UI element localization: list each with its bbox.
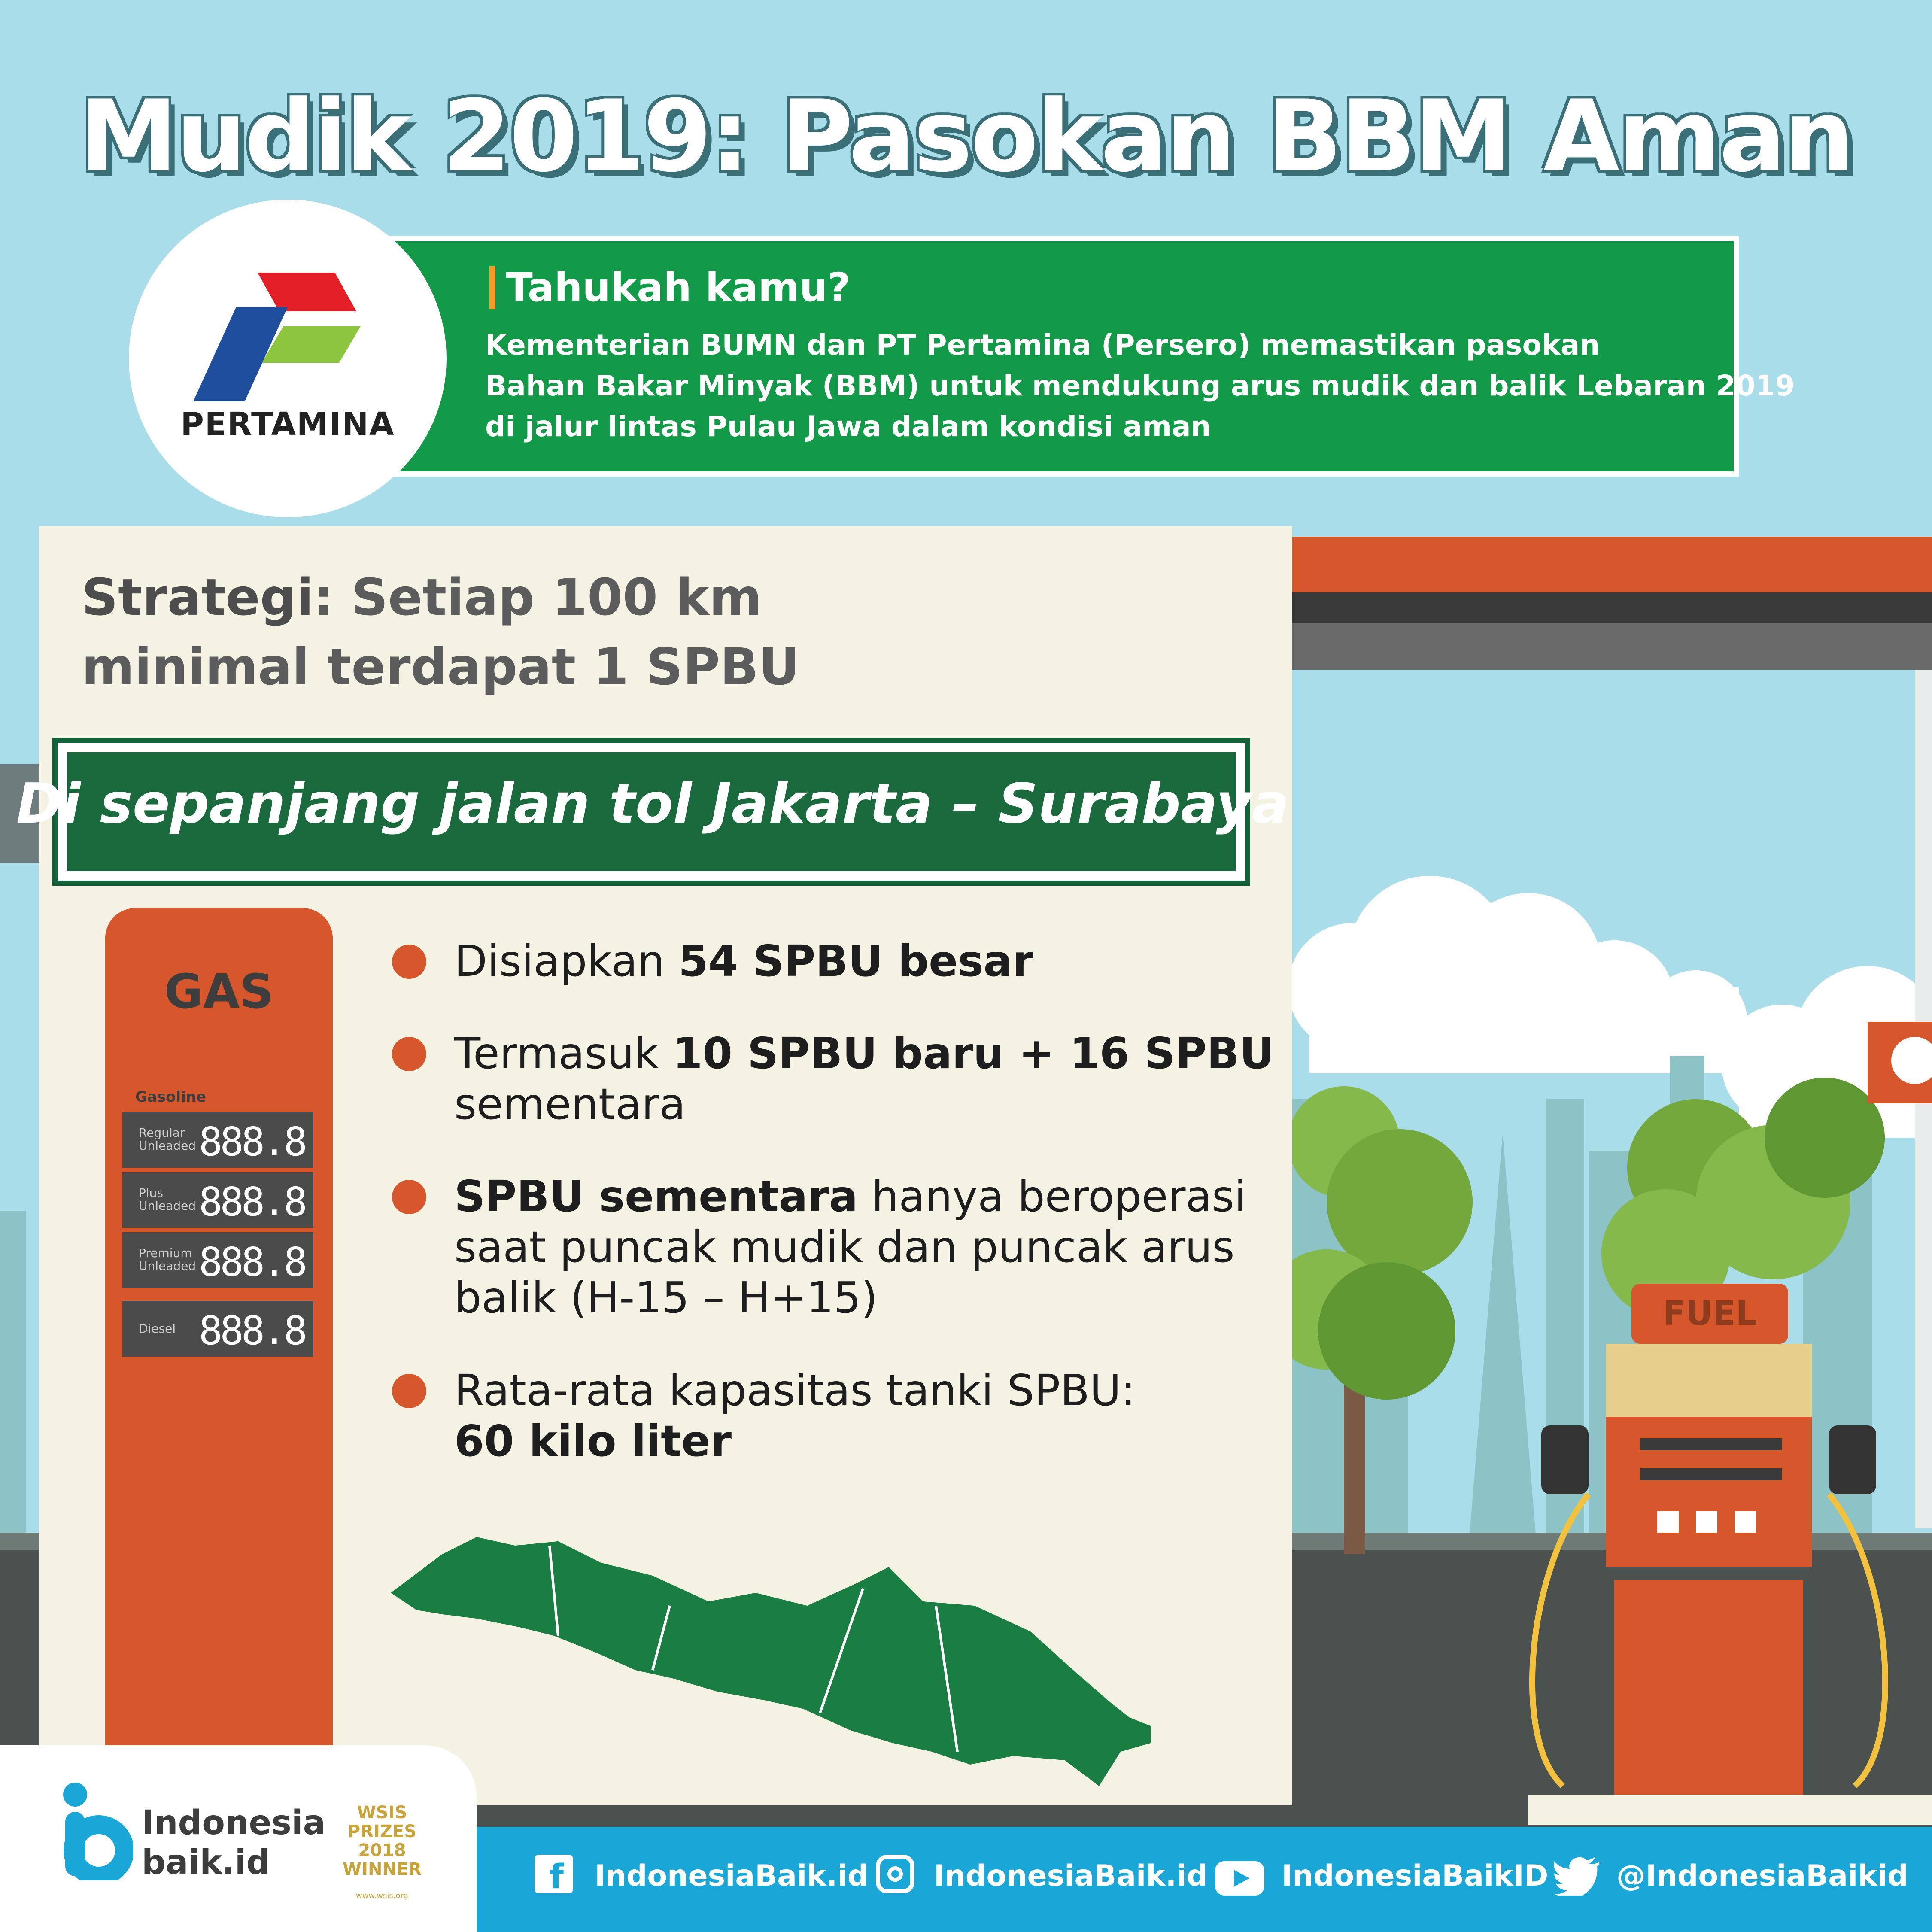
bullet-text: Rata-rata kapasitas tanki SPBU:	[454, 1365, 1136, 1416]
bullet-bold: 60 kilo liter	[454, 1416, 732, 1466]
bullet-dot	[392, 1037, 426, 1071]
bullet-dot	[392, 1180, 426, 1214]
brand-name	[142, 1803, 325, 1882]
fact-line: di jalur lintas Pulau Jawa dalam kondisi aman	[485, 410, 1211, 443]
youtube-icon[interactable]	[1215, 1861, 1264, 1896]
meter-digits: 888.8	[199, 1179, 305, 1225]
strategy-text	[82, 562, 800, 702]
facebook-icon[interactable]: f	[535, 1855, 573, 1893]
bullet-dot	[392, 945, 426, 979]
meter-label: Diesel	[139, 1321, 176, 1336]
bullet-text: hanya beroperasi	[858, 1171, 1246, 1221]
brand-line1: Indonesia	[142, 1804, 326, 1842]
social-facebook[interactable]: IndonesiaBaik.id	[595, 1859, 869, 1893]
bullet-item	[454, 1028, 1283, 1130]
bullet-text: Termasuk	[454, 1028, 673, 1078]
fuel-label: FUEL	[1631, 1284, 1788, 1344]
bullet-bold: SPBU sementara	[454, 1171, 858, 1221]
pertamina-logo	[129, 200, 447, 517]
meter-digits: 888.8	[199, 1119, 305, 1165]
social-twitter[interactable]: @IndonesiaBaikid	[1616, 1859, 1908, 1893]
meter-label: Plus Unleaded	[139, 1186, 196, 1213]
wsis-url: www.wsis.org	[356, 1891, 408, 1900]
price-meter	[122, 1301, 313, 1357]
social-instagram[interactable]: IndonesiaBaik.id	[934, 1859, 1208, 1893]
meter-digits: 888.8	[199, 1239, 305, 1285]
meter-label: Premium Unleaded	[139, 1246, 196, 1273]
price-meter	[122, 1112, 313, 1168]
indonesiabaik-logo-icon	[60, 1782, 133, 1880]
bullet-bold: 10 SPBU baru + 16 SPBU	[672, 1028, 1275, 1078]
bullet-dot	[392, 1374, 426, 1408]
page-title: Mudik 2019: Pasokan BBM Aman	[79, 79, 1853, 194]
gas-pump-column	[105, 908, 333, 1810]
fact-heading: Tahukah kamu?	[489, 266, 851, 309]
bullet-text: saat puncak mudik dan puncak arus	[454, 1222, 1235, 1272]
fact-line: Kementerian BUMN dan PT Pertamina (Persero) memastikan pasokan	[485, 328, 1600, 361]
logo-text: PERTAMINA	[180, 406, 395, 443]
pertamina-emblem-icon	[193, 273, 382, 401]
instagram-icon[interactable]	[876, 1855, 914, 1893]
java-island-map	[378, 1528, 1236, 1795]
gas-label: GAS	[164, 964, 274, 1019]
road-sign-text: Di sepanjang jalan tol Jakarta – Surabaya	[16, 772, 1289, 836]
brand-line2: baik.id	[142, 1843, 270, 1882]
bullet-text: sementara	[454, 1079, 686, 1129]
meter-digits: 888.8	[199, 1308, 305, 1354]
bullet-item	[454, 1365, 1283, 1467]
social-youtube[interactable]: IndonesiaBaikID	[1282, 1859, 1549, 1893]
gasoline-label: Gasoline	[135, 1088, 207, 1106]
bullet-text: Disiapkan	[454, 936, 679, 986]
fact-line: Bahan Bakar Minyak (BBM) untuk mendukung arus mudik dan balik Lebaran 2019	[485, 369, 1795, 402]
strategy-line2: minimal terdapat 1 SPBU	[82, 637, 800, 696]
bullet-item	[454, 1171, 1283, 1323]
bullet-item	[454, 936, 1283, 987]
bullet-bold: 54 SPBU besar	[678, 936, 1034, 986]
bullet-text: balik (H-15 – H+15)	[454, 1273, 878, 1323]
twitter-icon[interactable]	[1554, 1857, 1601, 1896]
wsis-award: WSIS PRIZES 2018 WINNER	[342, 1803, 422, 1879]
price-meter	[122, 1172, 313, 1228]
price-meter	[122, 1232, 313, 1288]
meter-label: Regular Unleaded	[139, 1126, 196, 1153]
strategy-line1: : Setiap 100 km	[313, 568, 762, 627]
strategy-label: Strategi	[82, 568, 314, 627]
